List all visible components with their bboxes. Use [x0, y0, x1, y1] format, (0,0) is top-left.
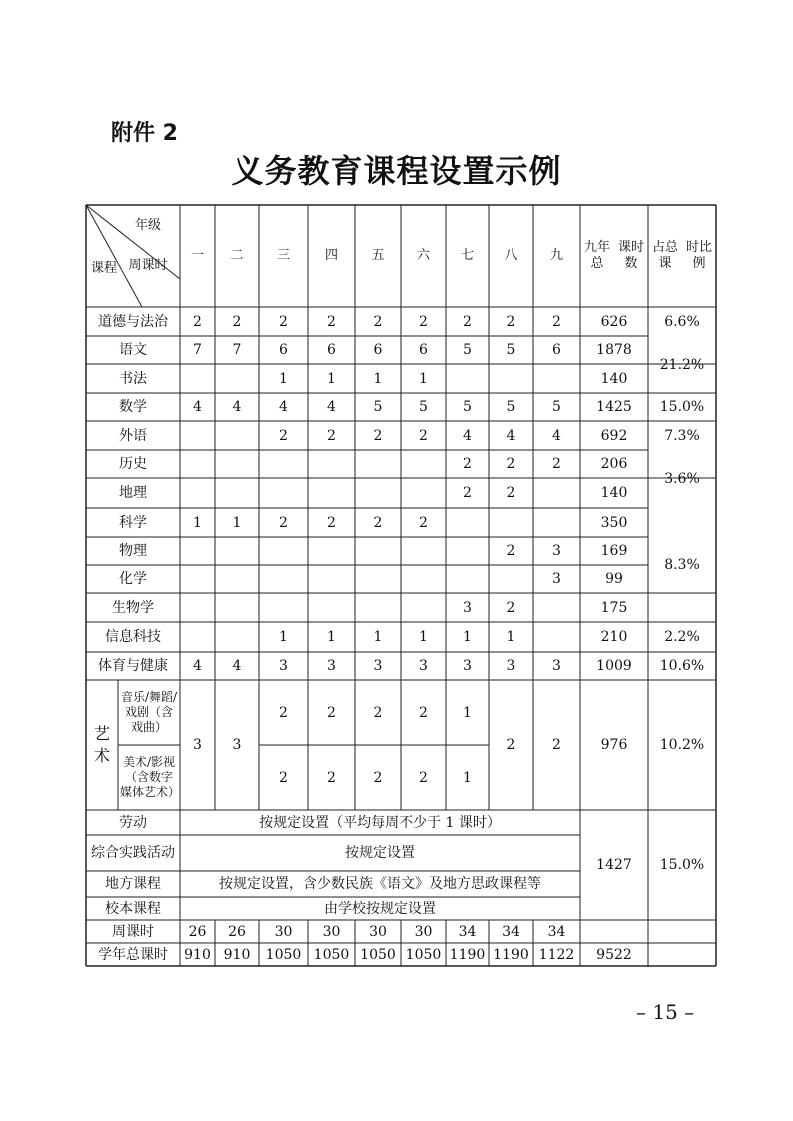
- hours-cell: 1: [373, 370, 383, 387]
- header-grade-9: 九: [549, 248, 563, 263]
- hours-cell: 5: [506, 399, 516, 415]
- header-total-line: 课时数: [617, 240, 644, 271]
- course-name: 数学: [119, 399, 147, 415]
- total-hours-cell: 169: [600, 543, 628, 559]
- hours-cell: 1: [463, 629, 472, 645]
- course-name: 物理: [119, 543, 147, 559]
- hours-cell: 2: [232, 313, 242, 330]
- header-ratio: [648, 205, 716, 307]
- course-name: 生物学: [112, 599, 154, 616]
- other-total: 1427: [596, 857, 632, 873]
- hours-cell: 1: [193, 514, 202, 531]
- weekly-hours-cell: 34: [458, 923, 477, 940]
- art-music-cell: 2: [327, 704, 336, 721]
- weekly-hours-cell: 34: [547, 923, 566, 940]
- course-name: 历史: [119, 456, 147, 472]
- header-weekly-hours-label: 周课时: [128, 258, 168, 273]
- other-course-name: 地方课程: [105, 876, 161, 892]
- hours-cell: 4: [552, 427, 561, 444]
- yearly-hours-cell: 1050: [405, 946, 442, 963]
- yearly-total: 9522: [596, 946, 632, 963]
- header-course-label: 课程: [90, 260, 117, 276]
- other-course-text: 由学校按规定设置: [324, 900, 436, 917]
- header-grade-8: 八: [504, 248, 518, 263]
- header-ratio-line: 占总课: [651, 240, 678, 271]
- hours-cell: 3: [279, 658, 288, 674]
- total-hours-cell: 206: [600, 456, 628, 472]
- course-name: 书法: [119, 370, 147, 387]
- total-hours-cell: 99: [605, 571, 623, 587]
- ratio-cell: 8.3%: [664, 557, 700, 573]
- hours-cell: 2: [552, 313, 561, 330]
- hours-cell: 1: [327, 370, 336, 387]
- header-grade-3: 三: [276, 248, 290, 263]
- hours-cell: 3: [552, 543, 561, 559]
- total-hours-cell: 692: [600, 427, 628, 444]
- hours-cell: 2: [506, 543, 516, 559]
- header-total-line: 九年总: [583, 240, 610, 271]
- hours-cell: 1: [232, 514, 242, 531]
- art-fine-cell: 2: [419, 769, 428, 786]
- yearly-hours-cell: 1050: [360, 946, 396, 963]
- header-grade-4: 四: [324, 248, 338, 263]
- hours-cell: 3: [419, 658, 428, 674]
- hours-cell: 5: [552, 399, 561, 415]
- hours-cell: 1: [419, 370, 428, 387]
- hours-cell: 3: [506, 658, 516, 674]
- total-hours-cell: 350: [600, 514, 628, 531]
- yearly-hours-cell: 1190: [449, 946, 486, 963]
- hours-cell: 2: [193, 313, 202, 330]
- hours-cell: 1: [419, 629, 428, 645]
- hours-cell: 5: [419, 399, 428, 415]
- other-course-name: 综合实践活动: [91, 845, 175, 861]
- document-title: 义务教育课程设置示例: [231, 152, 562, 190]
- header-grade-7: 七: [460, 248, 474, 263]
- hours-cell: 1: [279, 370, 288, 387]
- hours-cell: 4: [232, 658, 242, 674]
- weekly-hours-cell: 30: [369, 923, 387, 940]
- hours-cell: 2: [506, 456, 516, 472]
- hours-cell: 7: [232, 342, 242, 358]
- art-music-cell: 2: [279, 704, 288, 721]
- hours-cell: 4: [232, 399, 242, 415]
- weekly-hours-cell: 34: [502, 923, 520, 940]
- page-number: – 15 –: [636, 1000, 695, 1024]
- hours-cell: 2: [279, 427, 288, 444]
- art-sub-music: 音乐/舞蹈/戏剧（含戏曲）: [120, 690, 178, 734]
- header-grade-6: 六: [416, 248, 430, 263]
- hours-cell: 2: [419, 427, 428, 444]
- course-name: 信息科技: [105, 629, 161, 645]
- hours-cell: 2: [373, 313, 383, 330]
- weekly-hours-cell: 26: [228, 923, 246, 940]
- ratio-cell: 15.0%: [659, 399, 705, 415]
- hours-cell: 6: [373, 342, 383, 358]
- hours-cell: 2: [419, 514, 428, 531]
- other-course-text: 按规定设置，含少数民族《语文》及地方思政课程等: [219, 876, 541, 892]
- hours-cell: 6: [279, 342, 288, 358]
- yearly-hours-cell: 1190: [493, 946, 529, 963]
- hours-cell: 5: [463, 342, 472, 358]
- course-name: 道德与法治: [98, 313, 168, 330]
- hours-cell: 2: [463, 485, 472, 501]
- header-grade-5: 五: [371, 248, 385, 263]
- weekly-hours-cell: 30: [322, 923, 341, 940]
- hours-cell: 2: [327, 313, 336, 330]
- ratio-cell: 7.3%: [664, 427, 700, 444]
- yearly-hours-cell: 910: [223, 946, 251, 963]
- art-grade-2: 3: [232, 737, 242, 753]
- hours-cell: 4: [193, 658, 202, 674]
- hours-cell: 2: [506, 485, 516, 501]
- hours-cell: 2: [506, 599, 516, 616]
- hours-cell: 3: [463, 658, 472, 674]
- art-grade-1: 3: [193, 737, 202, 753]
- other-course-name: 校本课程: [105, 900, 161, 917]
- header-grade-label: 年级: [134, 218, 161, 233]
- hours-cell: 2: [279, 514, 288, 531]
- hours-cell: 2: [327, 514, 336, 531]
- hours-cell: 1: [327, 629, 336, 645]
- yearly-hours-cell: 1050: [265, 946, 302, 963]
- total-hours-cell: 626: [600, 313, 628, 330]
- art-sub-fine-arts: 美术/影视（含数字媒体艺术）: [120, 755, 181, 799]
- hours-cell: 4: [327, 399, 336, 415]
- hours-cell: 4: [193, 399, 202, 415]
- hours-cell: 2: [419, 313, 428, 330]
- yearly-hours-cell: 910: [184, 946, 211, 963]
- total-hours-cell: 1009: [596, 658, 632, 674]
- total-hours-cell: 1878: [596, 342, 632, 358]
- hours-cell: 4: [463, 427, 472, 444]
- hours-cell: 1: [373, 629, 383, 645]
- other-course-text: 按规定设置: [345, 845, 415, 861]
- art-label: [86, 680, 118, 810]
- art-fine-cell: 1: [463, 769, 472, 786]
- art-music-cell: 2: [373, 704, 383, 721]
- header-grade-1: 一: [190, 248, 204, 263]
- hours-cell: 3: [552, 658, 561, 674]
- hours-cell: 4: [506, 427, 516, 444]
- total-hours-cell: 1425: [596, 399, 632, 415]
- art-label-char: 艺: [93, 724, 110, 743]
- weekly-hours-label: 周课时: [112, 923, 154, 940]
- hours-cell: 3: [463, 599, 472, 616]
- total-hours-cell: 140: [600, 485, 628, 501]
- hours-cell: 4: [279, 399, 288, 415]
- art-fine-cell: 2: [327, 769, 336, 786]
- hours-cell: 2: [463, 313, 472, 330]
- hours-cell: 3: [552, 571, 561, 587]
- art-fine-cell: 2: [279, 769, 288, 786]
- other-ratio: 15.0%: [659, 857, 705, 873]
- ratio-cell: 6.6%: [664, 313, 700, 330]
- hours-cell: 3: [373, 658, 383, 674]
- yearly-hours-label: 学年总课时: [98, 946, 168, 963]
- art-music-cell: 2: [419, 704, 428, 721]
- hours-cell: 2: [552, 456, 561, 472]
- hours-cell: 2: [327, 427, 336, 444]
- art-fine-cell: 2: [373, 769, 383, 786]
- hours-cell: 5: [373, 399, 383, 415]
- header-total-hours: [580, 205, 648, 307]
- other-course-text: 按规定设置（平均每周不少于 1 课时）: [259, 814, 501, 831]
- course-name: 化学: [119, 571, 147, 587]
- total-hours-cell: 175: [600, 599, 628, 616]
- ratio-cell: 2.2%: [664, 629, 700, 645]
- hours-cell: 2: [463, 456, 472, 472]
- ratio-cell: 21.2%: [659, 356, 705, 373]
- hours-cell: 6: [552, 342, 561, 358]
- art-grade-9: 2: [552, 737, 561, 753]
- hours-cell: 6: [327, 342, 336, 358]
- course-name: 体育与健康: [98, 658, 168, 674]
- art-label-char: 术: [93, 746, 110, 765]
- hours-cell: 2: [373, 514, 383, 531]
- total-hours-cell: 140: [600, 370, 628, 387]
- art-grade-8: 2: [506, 737, 516, 753]
- yearly-hours-cell: 1122: [538, 946, 575, 963]
- hours-cell: 3: [327, 658, 336, 674]
- hours-cell: 5: [506, 342, 516, 358]
- hours-cell: 7: [193, 342, 202, 358]
- hours-cell: 2: [373, 427, 383, 444]
- yearly-hours-cell: 1050: [313, 946, 350, 963]
- hours-cell: 2: [506, 313, 516, 330]
- other-course-name: 劳动: [119, 814, 147, 831]
- hours-cell: 6: [419, 342, 428, 358]
- hours-cell: 1: [279, 629, 288, 645]
- ratio-cell: 3.6%: [664, 471, 700, 487]
- ratio-cell: 10.6%: [659, 658, 705, 674]
- attachment-label: 附件 2: [111, 121, 178, 146]
- course-name: 科学: [119, 514, 147, 531]
- weekly-hours-cell: 30: [414, 923, 433, 940]
- hours-cell: 2: [279, 313, 288, 330]
- course-name: 外语: [119, 427, 147, 444]
- art-ratio: 10.2%: [659, 737, 705, 753]
- hours-cell: 5: [463, 399, 472, 415]
- total-hours-cell: 210: [600, 629, 628, 645]
- course-name: 地理: [119, 485, 147, 501]
- header-grade-2: 二: [230, 248, 244, 263]
- hours-cell: 1: [506, 629, 516, 645]
- weekly-hours-cell: 30: [274, 923, 293, 940]
- course-name: 语文: [119, 342, 147, 358]
- art-total: 976: [600, 737, 628, 753]
- header-ratio-line: 时比例: [685, 240, 712, 271]
- art-music-cell: 1: [463, 704, 472, 721]
- weekly-hours-cell: 26: [188, 923, 207, 940]
